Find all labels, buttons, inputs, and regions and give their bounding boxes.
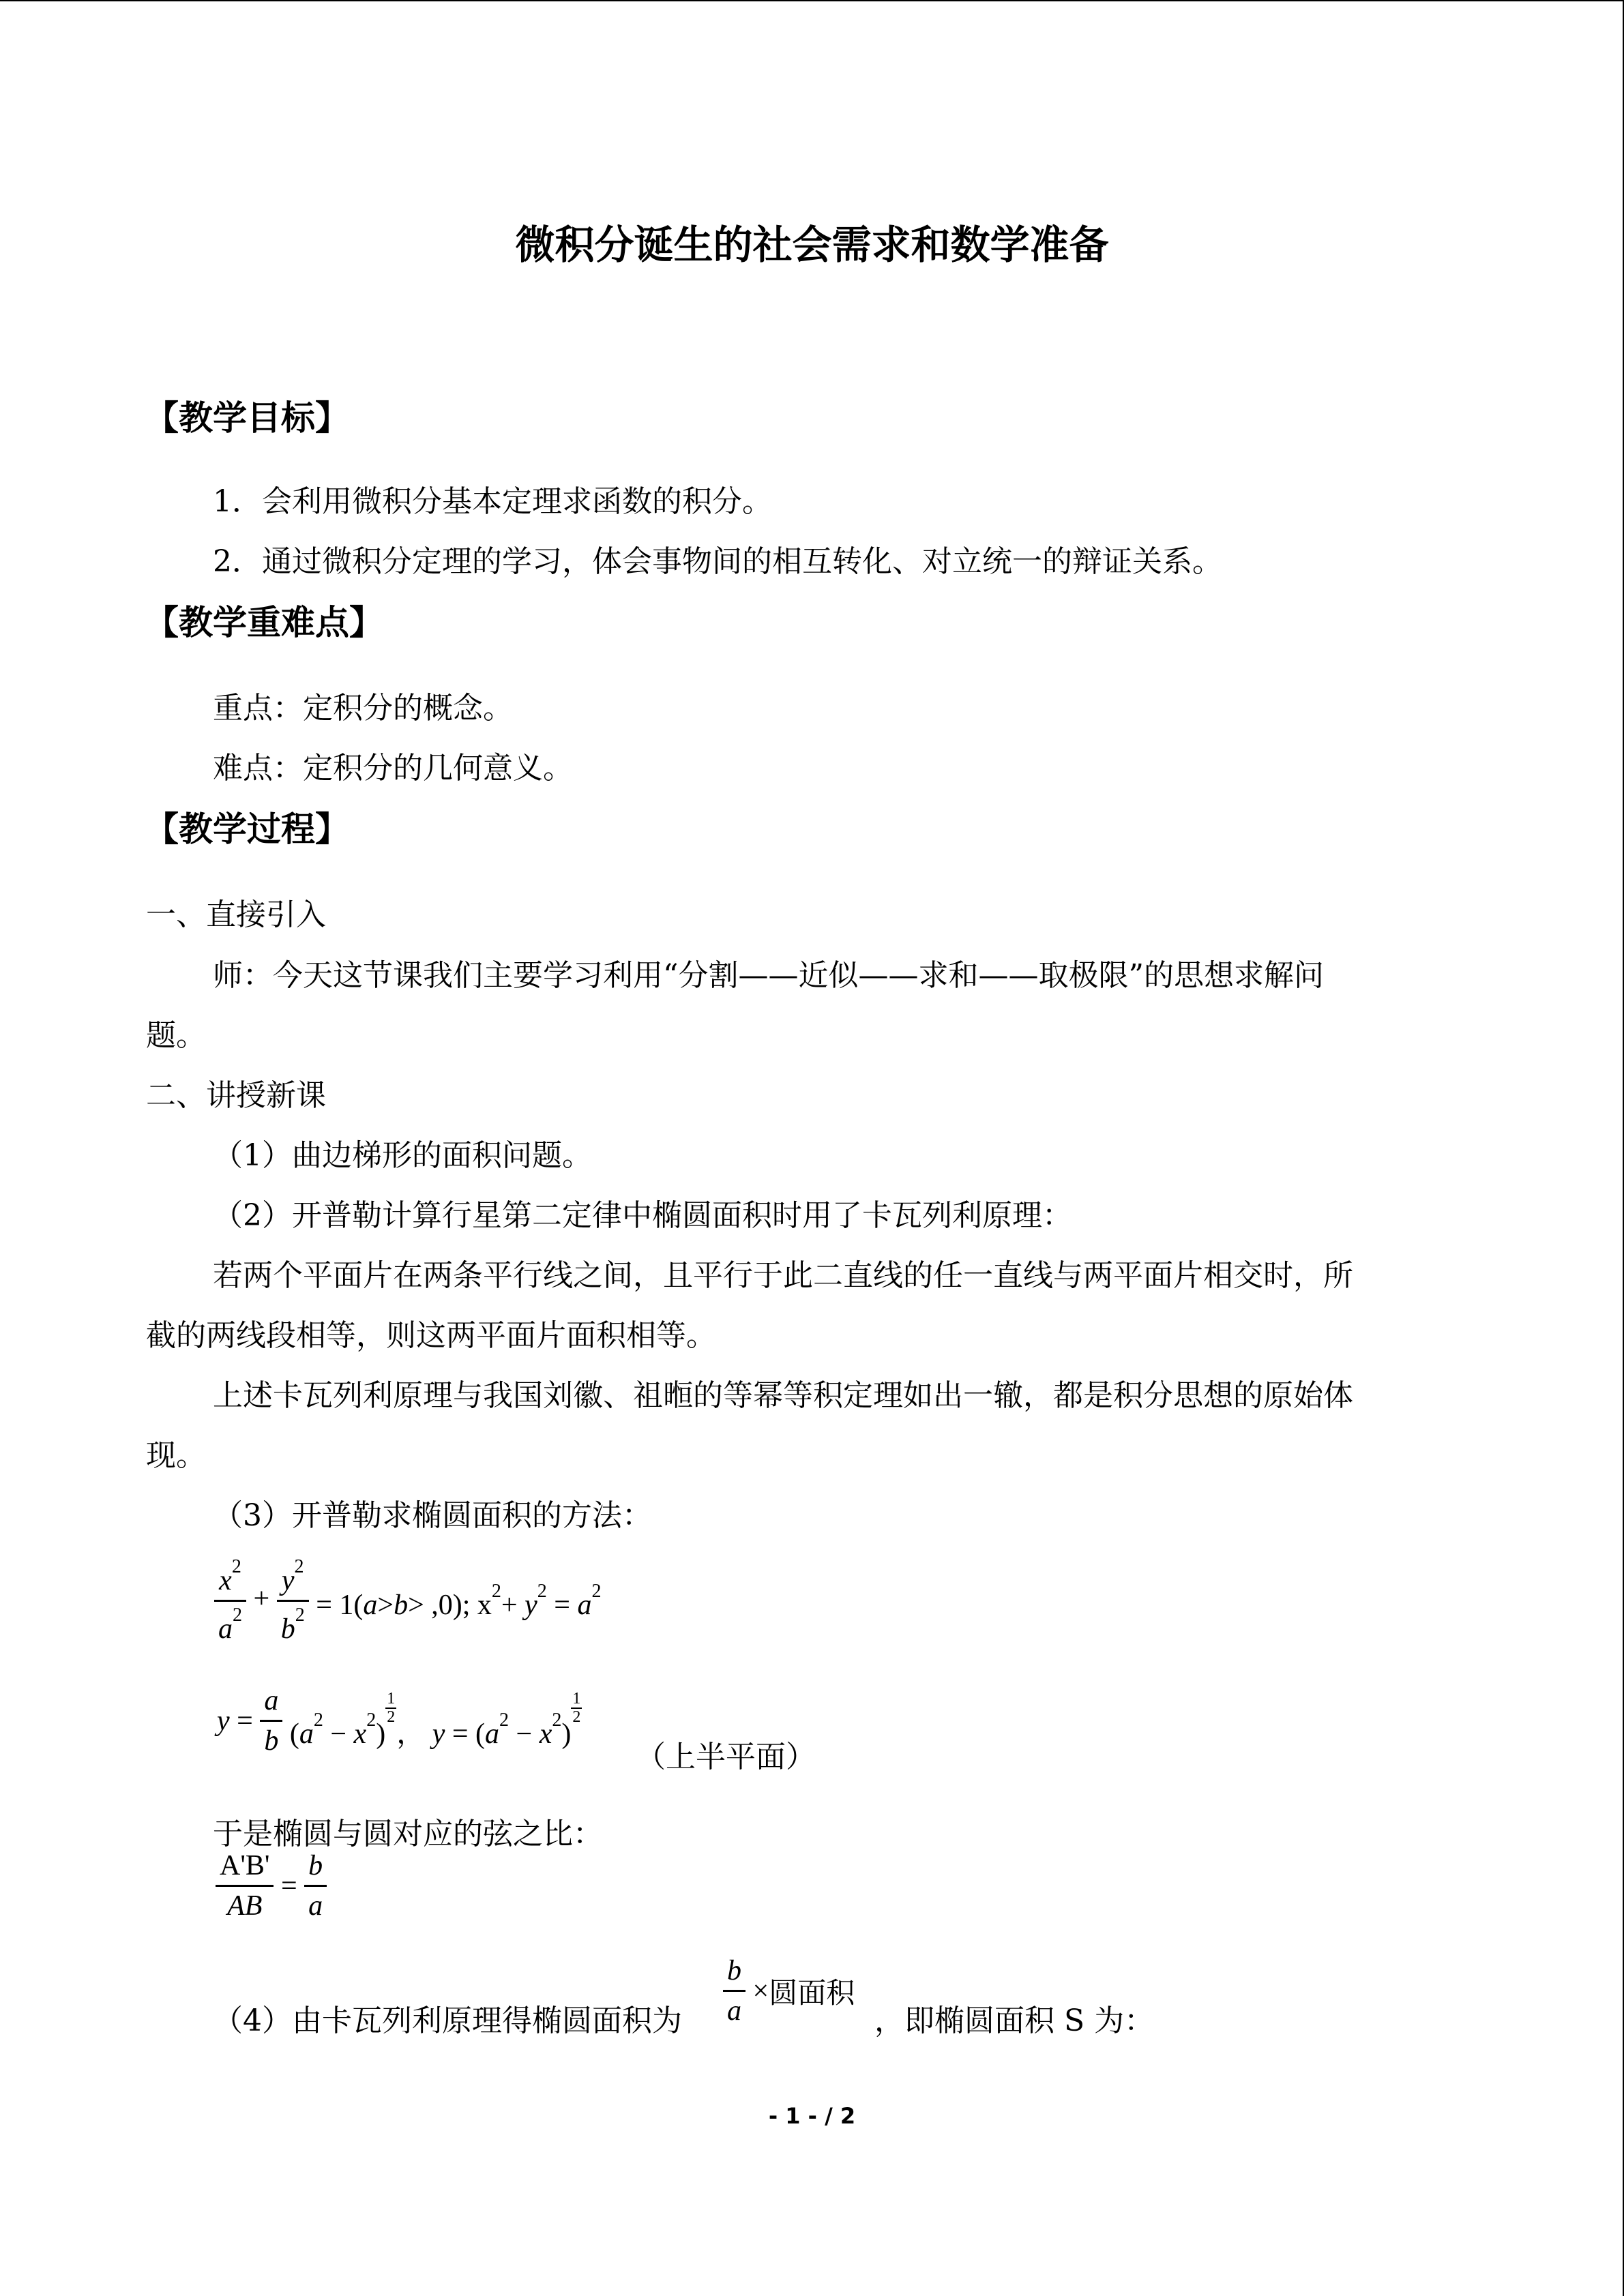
fraction-x2-over-a2: $\frac{x^2}{a^2}$ — [214, 1556, 246, 1646]
teacher-intro-line2: 题。 — [146, 1018, 206, 1053]
chord-ratio-equation: $\frac{A'B'}{AB}$ = $\frac{b}{a}$ — [216, 1849, 327, 1923]
focus-point: 重点：定积分的概念。 — [213, 691, 513, 726]
item-4-suffix: ，即椭圆面积 S 为： — [874, 2003, 1155, 2038]
part1-heading: 一、直接引入 — [146, 897, 326, 932]
upper-half-equations: y = $\frac{a}{b}$ $(a^2 - x^2)$ $\frac{1}{2}$ ， $y = (a^2 - x^2)$ $\frac{1}{2}$ — [217, 1685, 581, 1757]
page-number: - 1 - / 2 — [768, 2103, 856, 2129]
difficulty-point: 难点：定积分的几何意义。 — [213, 751, 573, 786]
item-4-prefix: （4）由卡瓦列利原理得椭圆面积为 — [213, 2003, 682, 2038]
fraction-y2-over-b2: $\frac{y^2}{b^2}$ — [277, 1556, 309, 1646]
remark-line2: 现。 — [146, 1438, 206, 1473]
chord-ratio-text: 于是椭圆与圆对应的弦之比： — [213, 1817, 603, 1851]
objective-1: 1．会利用微积分基本定理求函数的积分。 — [213, 484, 772, 519]
item-1: （1）曲边梯形的面积问题。 — [213, 1138, 592, 1173]
half-plane-note: （上半平面） — [636, 1740, 816, 1774]
item-2: （2）开普勒计算行星第二定律中椭圆面积时用了卡瓦列利原理： — [213, 1198, 1072, 1233]
ellipse-area-formula: $\frac{b}{a}$ ×圆面积 — [723, 1954, 855, 2028]
document-title: 微积分诞生的社会需求和数学准备 — [515, 222, 1109, 268]
section-process-heading: 【教学过程】 — [145, 809, 349, 849]
remark-line1: 上述卡瓦列利原理与我国刘徽、祖暅的等幂等积定理如出一辙，都是积分思想的原始体 — [213, 1378, 1353, 1413]
fraction-b-over-a: $\frac{b}{a}$ — [304, 1849, 327, 1923]
principle-line2: 截的两线段相等，则这两平面片面积相等。 — [146, 1318, 716, 1353]
ellipse-equation: $\frac{x^2}{a^2}$ + $\frac{y^2}{b^2}$ = 1(a>b> ,0); $x^2+ y^2 = a^2$ — [214, 1556, 601, 1646]
part2-heading: 二、讲授新课 — [146, 1078, 326, 1113]
fraction-b-over-a-area: $\frac{b}{a}$ — [723, 1954, 745, 2028]
fraction-AB-prime-over-AB: $\frac{A'B'}{AB}$ — [216, 1849, 274, 1923]
teacher-intro-line1: 师：今天这节课我们主要学习利用“分割——近似——求和——取极限”的思想求解问 — [213, 958, 1324, 993]
section-objectives-heading: 【教学目标】 — [145, 398, 349, 438]
section-key-points-heading: 【教学重难点】 — [145, 603, 383, 642]
objective-2: 2．通过微积分定理的学习，体会事物间的相互转化、对立统一的辩证关系。 — [213, 544, 1222, 579]
fraction-a-over-b: $\frac{a}{b}$ — [260, 1684, 282, 1758]
principle-line1: 若两个平面片在两条平行线之间，且平行于此二直线的任一直线与两平面片相交时，所 — [213, 1258, 1353, 1293]
circle-area-label: 圆面积 — [769, 1978, 855, 2010]
item-3: （3）开普勒求椭圆面积的方法： — [213, 1498, 652, 1533]
